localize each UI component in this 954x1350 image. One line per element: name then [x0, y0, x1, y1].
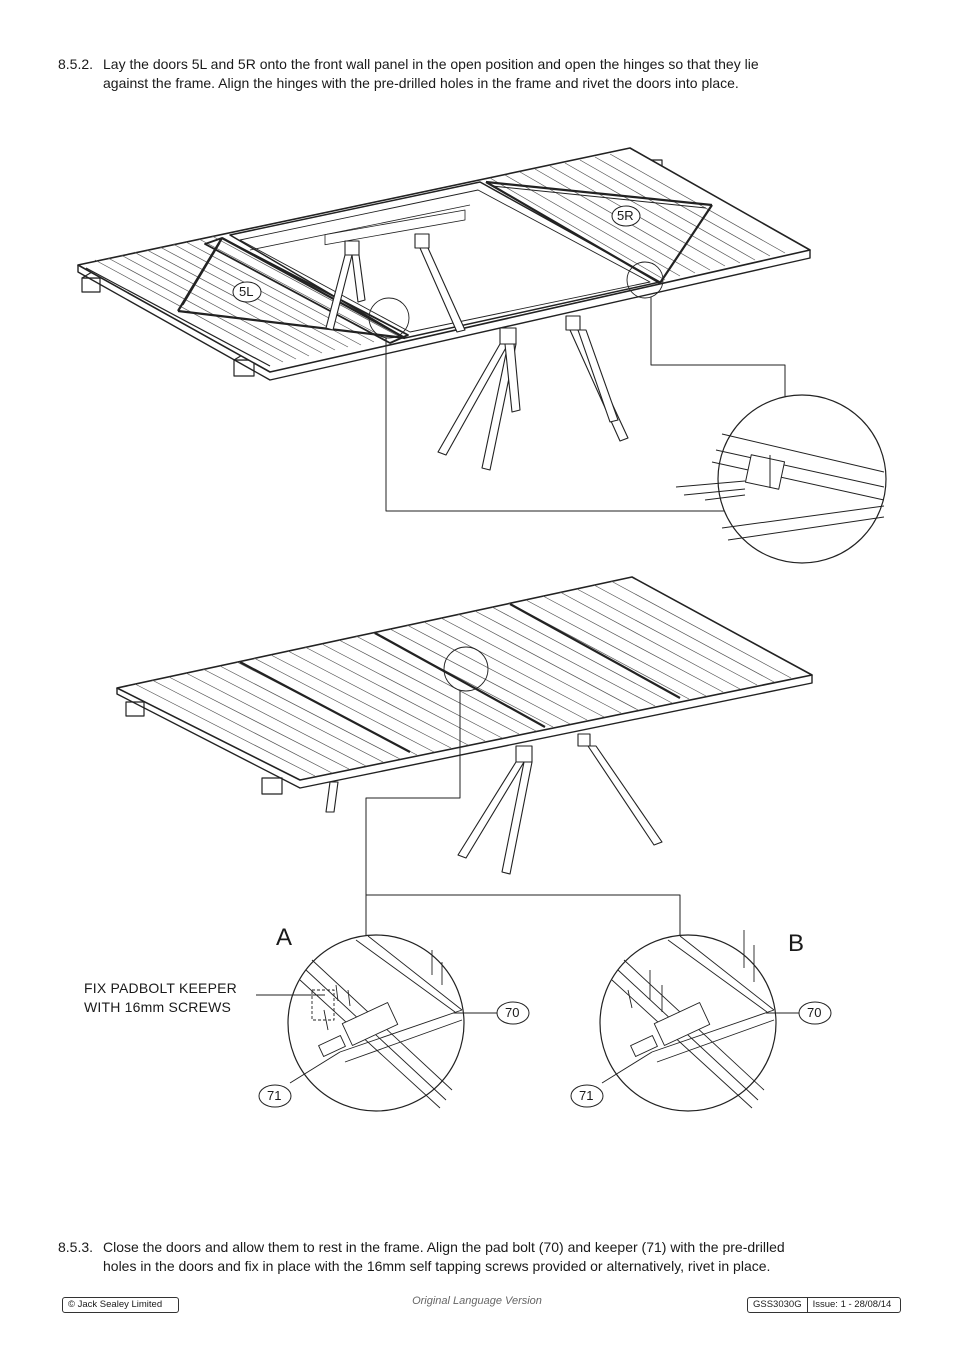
- part-label-71-b: 71: [579, 1088, 594, 1103]
- step-number: 8.5.3.: [58, 1239, 94, 1255]
- footer-issue: Issue: 1 - 28/08/14: [812, 1299, 892, 1310]
- step-text-line-2: holes in the doors and fix in place with the 16mm self tapping screws provided or alternatively, rivet in place.: [103, 1258, 771, 1274]
- padbolt-keeper-callout: [84, 979, 237, 1017]
- detail-label-a: A: [276, 924, 293, 951]
- part-label-71-a: 71: [267, 1088, 282, 1103]
- step-text-line-2: against the frame. Align the hinges with the pre-drilled holes in the frame and rivet the doors into place.: [103, 75, 739, 91]
- detail-a: [256, 935, 529, 1111]
- callout-line-1: FIX PADBOLT KEEPER: [84, 980, 237, 996]
- footer-doc-code: GSS3030G: [753, 1299, 802, 1310]
- middle-figure-closed-doors: [117, 577, 812, 935]
- step-number: 8.5.2.: [58, 56, 94, 72]
- step-text-line-1: Lay the doors 5L and 5R onto the front wall panel in the open position and open the hinges so that they lie: [103, 56, 759, 72]
- top-figure-open-doors: [78, 148, 886, 563]
- footer-language-version: Original Language Version: [412, 1295, 542, 1307]
- detail-label-b: B: [788, 930, 805, 957]
- door-label-5l: 5L: [239, 284, 254, 299]
- door-label-5r: 5R: [617, 208, 634, 223]
- part-label-70-b: 70: [807, 1005, 822, 1020]
- part-label-70-a: 70: [505, 1005, 520, 1020]
- callout-line-2: WITH 16mm SCREWS: [84, 999, 232, 1015]
- footer-doc-info: [747, 1297, 901, 1313]
- footer-copyright: © Jack Sealey Limited: [62, 1297, 179, 1313]
- step-8-5-3: [58, 1238, 898, 1276]
- step-text-line-1: Close the doors and allow them to rest in the frame. Align the pad bolt (70) and keeper (71) with the pre-drilled: [103, 1239, 785, 1255]
